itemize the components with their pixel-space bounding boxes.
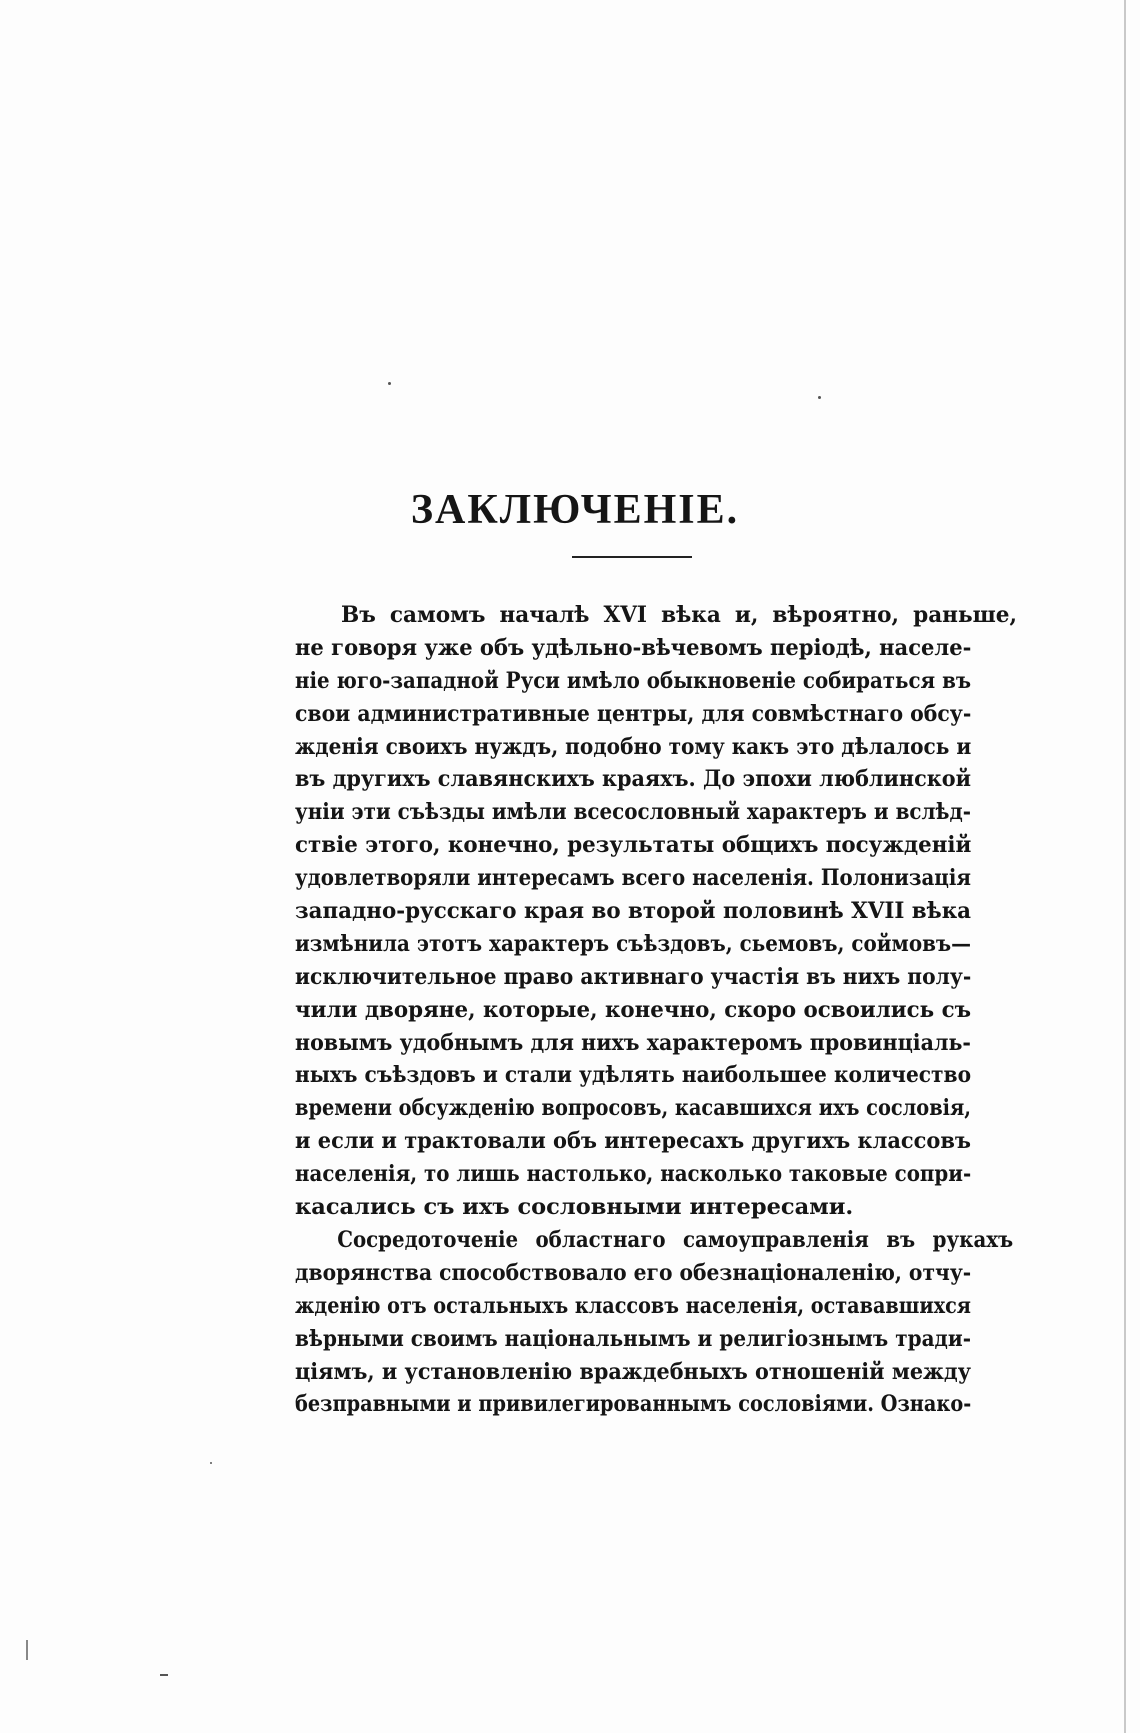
print-speck xyxy=(26,1640,28,1660)
page-edge xyxy=(1124,0,1126,1733)
title-divider xyxy=(572,556,692,558)
text-line: измѣнила этотъ характеръ съѣздовъ, сьемовъ, соймовъ— xyxy=(295,930,972,957)
print-speck xyxy=(160,1674,168,1676)
text-line: безправными и привилегированнымъ сословіями. Ознако- xyxy=(295,1391,972,1418)
text-line: времени обсужденію вопросовъ, касавшихся ихъ сословія, xyxy=(295,1095,972,1122)
text-line: Въ самомъ началѣ XVI вѣка и, вѣроятно, раньше, xyxy=(341,602,1018,628)
text-line: жденія своихъ нуждъ, подобно тому какъ это дѣлалось и xyxy=(295,733,972,760)
text-line: ствіе этого, конечно, результаты общихъ посужденій xyxy=(295,832,972,859)
text-line: новымъ удобнымъ для нихъ характеромъ провинціаль- xyxy=(295,1029,971,1056)
print-speck xyxy=(818,396,821,399)
text-line: западно-русскаго края во второй половинѣ XVII вѣка xyxy=(295,898,972,925)
text-line: касались съ ихъ сословными интересами. xyxy=(295,1194,854,1221)
text-line: вѣрными своимъ національнымъ и религіознымъ тради- xyxy=(295,1325,971,1352)
text-line: не говоря уже объ удѣльно-вѣчевомъ періодѣ, населе- xyxy=(295,634,972,661)
text-line: жденію отъ остальныхъ классовъ населенія, остававшихся xyxy=(295,1292,971,1319)
print-speck xyxy=(210,1462,212,1464)
text-line: ціямъ, и установленію враждебныхъ отношеній между xyxy=(295,1358,972,1385)
text-line: ніе юго-западной Руси имѣло обыкновеніе собираться въ xyxy=(295,667,972,694)
text-line: населенія, то лишь настолько, насколько таковые сопри- xyxy=(295,1161,972,1188)
page-title: ЗАКЛЮЧЕНІЕ. xyxy=(410,487,740,533)
text-line: удовлетворяли интересамъ всего населенія. Полонизація xyxy=(295,865,971,892)
paragraph-2 xyxy=(295,1224,1014,1421)
text-line: дворянства способствовало его обезнаціоналенію, отчу- xyxy=(295,1259,972,1286)
text-line: въ другихъ славянскихъ краяхъ. До эпохи люблинской xyxy=(295,766,971,793)
text-line: ныхъ съѣздовъ и стали удѣлять наибольшее количество xyxy=(295,1062,972,1089)
text-line: и если и трактовали объ интересахъ другихъ классовъ xyxy=(295,1128,971,1155)
text-line: Сосредоточеніе областнаго самоуправленія въ рукахъ xyxy=(337,1227,1014,1253)
text-line: свои административные центры, для совмѣстнаго обсу- xyxy=(295,700,972,727)
text-line: чили дворяне, которые, конечно, скоро освоились съ xyxy=(295,996,971,1023)
print-speck xyxy=(388,382,391,385)
text-line: исключительное право активнаго участія въ нихъ полу- xyxy=(295,963,972,990)
text-line: уніи эти съѣзды имѣли всесословный характеръ и вслѣд- xyxy=(295,799,972,826)
paragraph-1 xyxy=(295,599,1018,1224)
